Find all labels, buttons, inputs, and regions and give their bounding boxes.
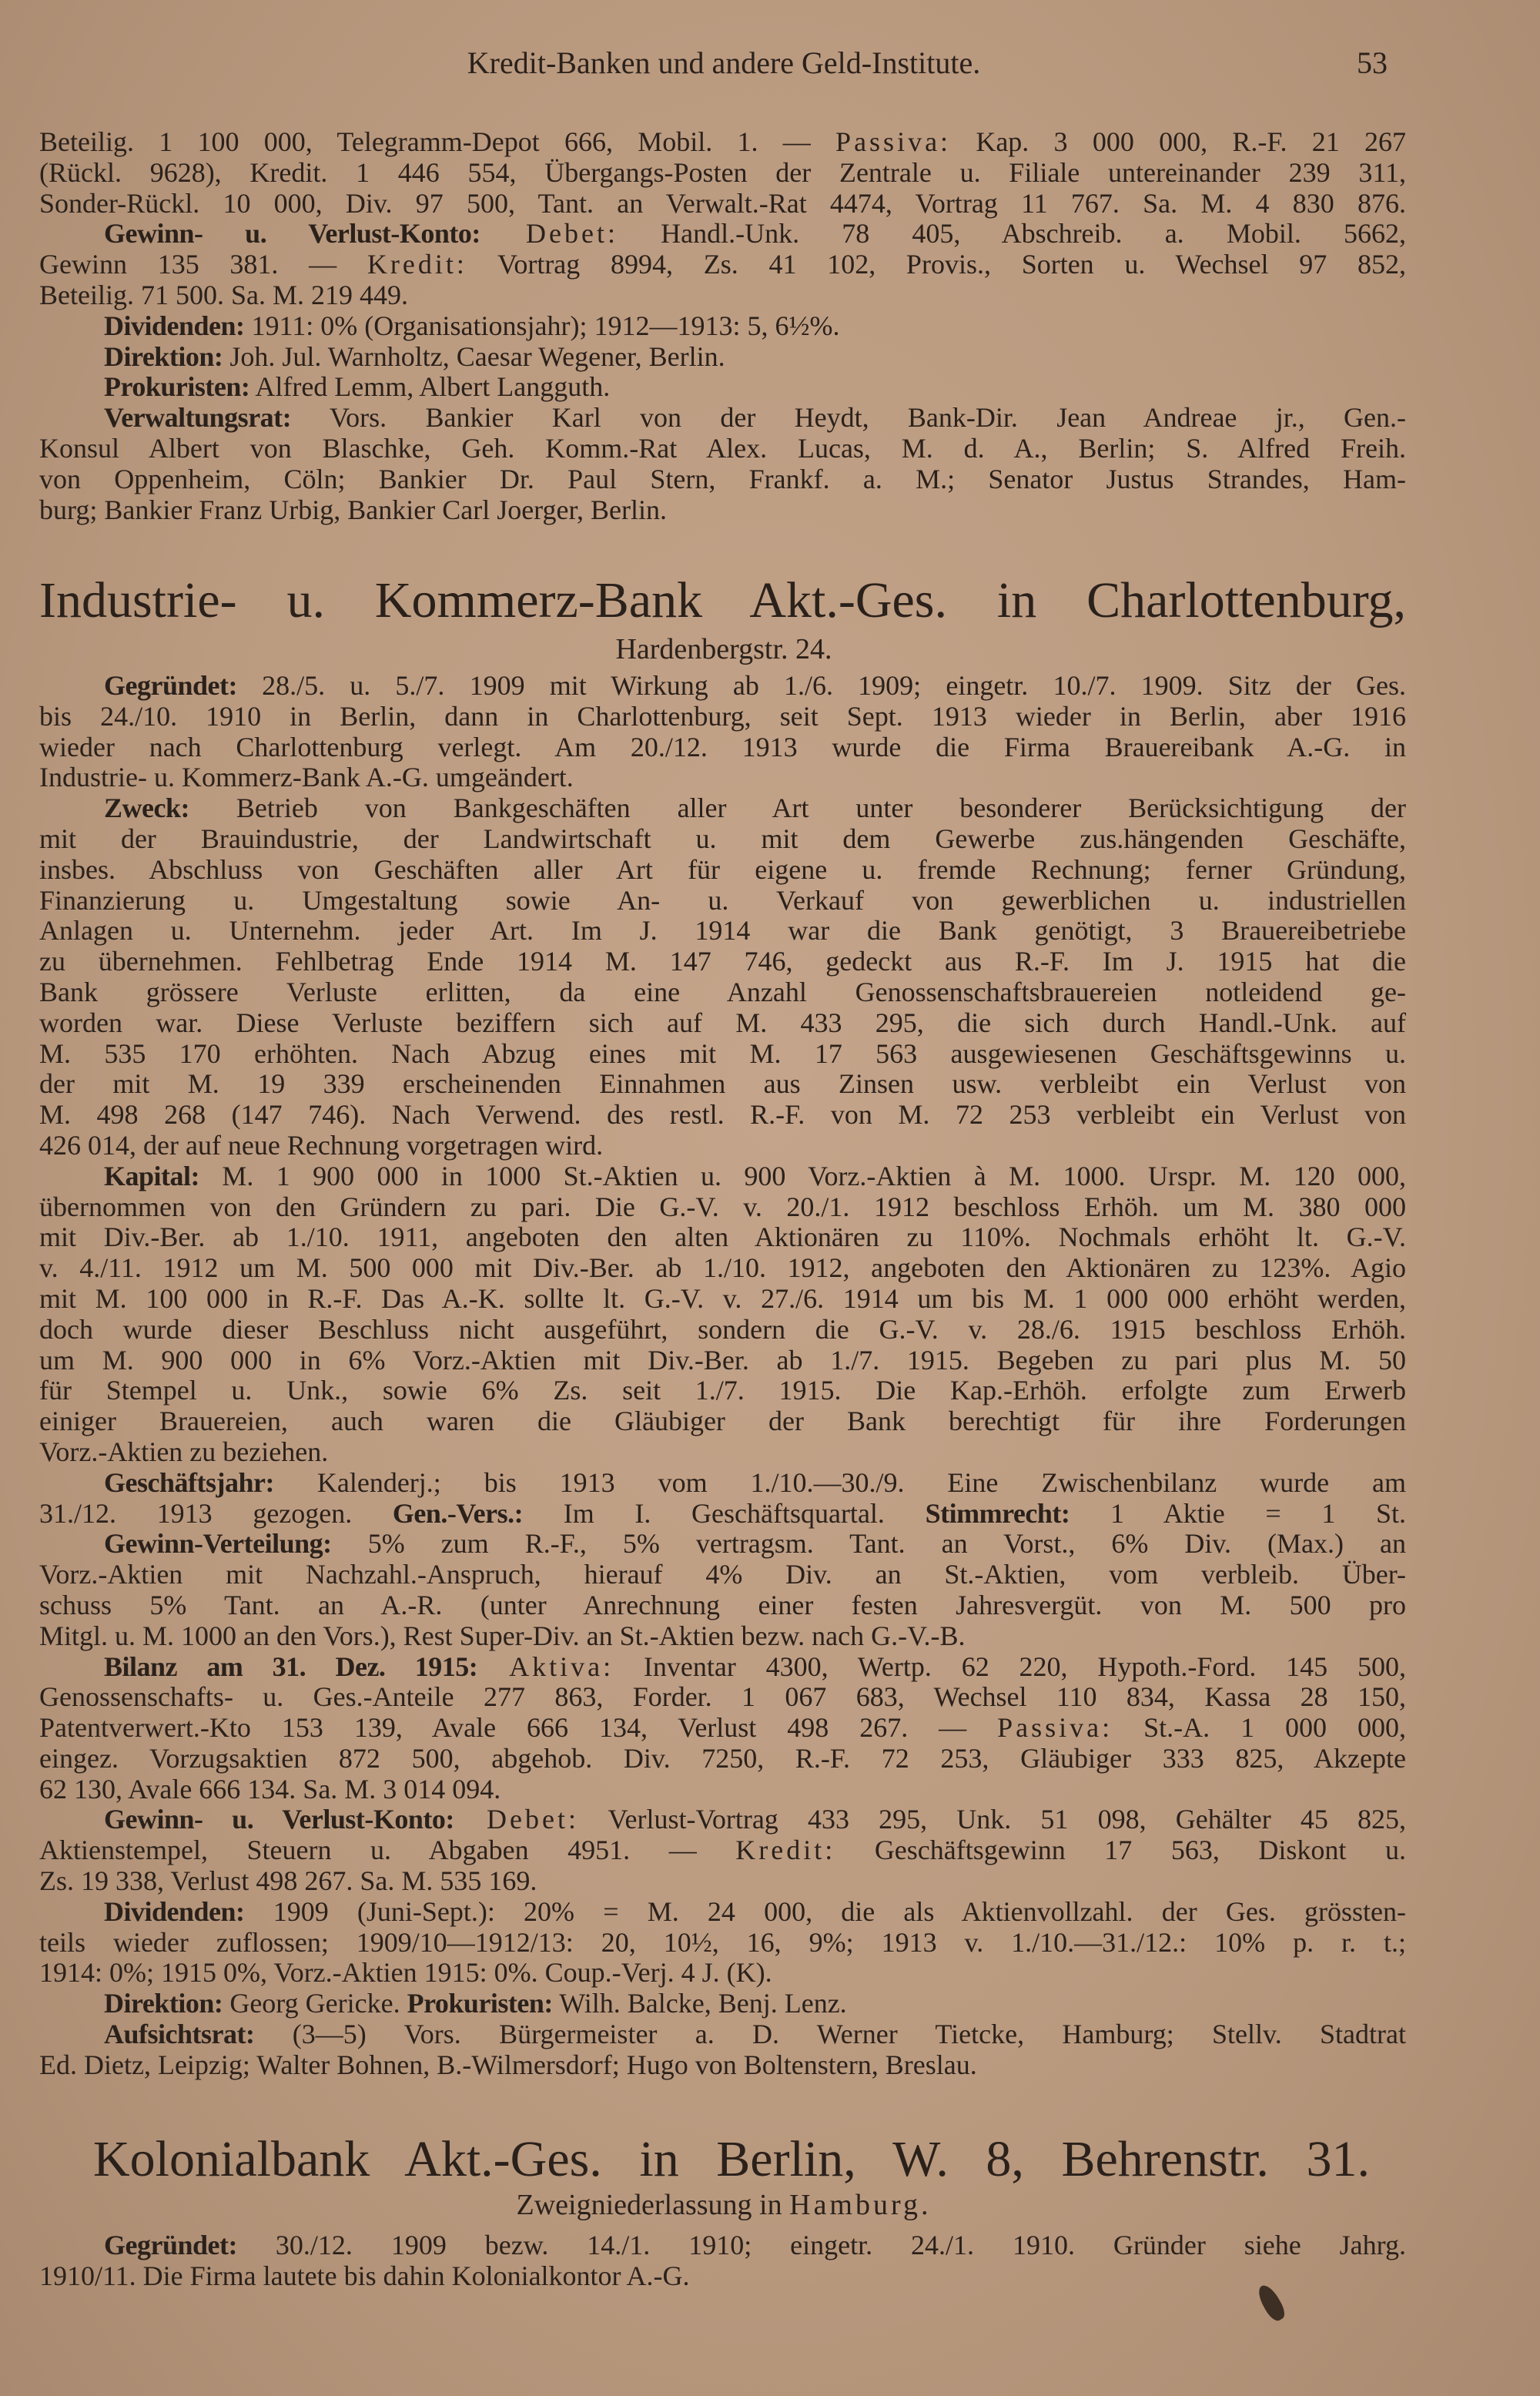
section-label: Direktion: — [104, 1988, 223, 2019]
body-text: Alfred Lemm, Albert Langguth. — [249, 371, 611, 403]
text-line — [39, 1284, 1406, 1315]
text-line — [39, 1805, 1406, 1835]
body-text: 1911: 0% (Organisationsjahr); 1912—1913: 5, 6½%. — [244, 310, 840, 341]
body-text: Inventar 4300, Wertp. 62 220, Hypoth.-Ford. 145 500, — [614, 1650, 1407, 1682]
text-line — [39, 2261, 1406, 2292]
text-line — [39, 1376, 1406, 1406]
text-line — [39, 1529, 1406, 1560]
body-text: Sonder-Rückl. 10 000, Div. 97 500, Tant. an Verwalt.-Rat 4474, Vortrag 11 767. Sa. M. 4 830 876. — [39, 187, 1406, 219]
text-line — [39, 671, 1406, 702]
text-line — [39, 1039, 1406, 1070]
body-text: um M. 900 000 in 6% Vorz.-Aktien mit Div.-Ber. ab 1./7. 1915. Begeben zu pari plus M. 50 — [39, 1344, 1406, 1376]
body-text: der mit M. 19 339 erscheinenden Einnahmen aus Zinsen usw. verbleibt ein Verlust von — [39, 1068, 1406, 1100]
running-head: Kredit-Banken und andere Geld-Institute. — [467, 45, 981, 80]
text-line — [39, 1652, 1406, 1683]
text-line — [39, 189, 1406, 219]
section-label: Geschäftsjahr: — [104, 1466, 274, 1498]
body-text: Zs. 19 338, Verlust 498 267. Sa. M. 535 169. — [39, 1865, 537, 1897]
section-label: Prokuristen: — [407, 1988, 553, 2019]
body-text: 28./5. u. 5./7. 1909 mit Wirkung ab 1./6. 1909; eingetr. 10./7. 1909. Sitz der Ges. — [236, 670, 1406, 701]
paragraph — [39, 1897, 1406, 1989]
text-line — [39, 1621, 1406, 1652]
body-text: Georg Gericke. — [223, 1988, 407, 2019]
paragraph — [39, 372, 1406, 403]
section-label: Prokuristen: — [104, 371, 250, 403]
section-label: Direktion: — [104, 340, 223, 372]
body-text: Joh. Jul. Warnholtz, Caesar Wegener, Berlin. — [223, 340, 725, 372]
text-line — [39, 1866, 1406, 1897]
section-label: Verwaltungsrat: — [104, 402, 292, 434]
paragraph — [39, 1529, 1406, 1651]
text-line — [39, 1192, 1406, 1223]
page-number: 53 — [1357, 45, 1388, 80]
section-label: Gegründet: — [104, 2230, 237, 2260]
text-line — [39, 1897, 1406, 1928]
section-label: Aufsichtsrat: — [104, 2019, 255, 2050]
text-line — [39, 1406, 1406, 1437]
body-text: mit Div.-Ber. ab 1./10. 1911, angeboten den alten Aktionären zu 110%. Nochmals erhöht lt. G.-V. — [39, 1221, 1406, 1253]
subtitle-text: Zweigniederlassung in — [516, 2189, 790, 2221]
body-text: bis 24./10. 1910 in Berlin, dann in Charlottenburg, seit Sept. 1913 wieder in Berlin, aber 1916 — [39, 700, 1406, 732]
section-label: Gegründet: — [104, 670, 237, 701]
body-text: Patentverwert.-Kto 153 139, Avale 666 134, Verlust 498 267. — — [39, 1712, 998, 1744]
paragraph — [39, 311, 1406, 342]
text-line — [39, 1437, 1406, 1468]
section-label: Gen.-Vers.: — [392, 1497, 524, 1529]
text-line — [39, 1682, 1406, 1713]
body-text: mit der Brauindustrie, der Landwirtschaft u. mit dem Gewerbe zus.hängenden Geschäfte, — [39, 823, 1406, 854]
body-text: 62 130, Avale 666 134. Sa. M. 3 014 094. — [39, 1773, 501, 1805]
text-line — [39, 2050, 1406, 2081]
subtitle-city: Hamburg. — [789, 2189, 932, 2221]
section-label: Gewinn- u. Verlust-Konto: — [104, 218, 480, 250]
text-line — [39, 855, 1406, 886]
body-text: Anlagen u. Unternehm. jeder Art. Im J. 1914 war die Bank genötigt, 3 Brauereibetriebe — [39, 915, 1406, 947]
text-line — [39, 1069, 1406, 1100]
text-line — [39, 127, 1406, 158]
body-text: 1910/11. Die Firma lautete bis dahin Kolonialkontor A.-G. — [39, 2260, 690, 2291]
body-text: Vorz.-Aktien zu beziehen. — [39, 1436, 329, 1467]
paragraph — [39, 2230, 1406, 2292]
entry-body-industrie-kommerz-bank — [39, 671, 1406, 2081]
body-text: teils wieder zuflossen; 1909/10—1912/13: 20, 10½, 16, 9%; 1913 v. 1./10.—31./12.: 10% p. r. t.; — [39, 1926, 1406, 1958]
body-text: schuss 5% Tant. an A.-R. (unter Anrechnung einer festen Jahresvergüt. von M. 500 pro — [39, 1589, 1406, 1620]
body-text: M. 498 268 (147 746). Nach Verwend. des restl. R.-F. von M. 72 253 verbleibt ein Verlust von — [39, 1099, 1406, 1131]
body-text: 1909 (Juni-Sept.): 20% = M. 24 000, die als Aktienvollzahl. der Ges. grössten- — [244, 1895, 1406, 1927]
text-line — [39, 1315, 1406, 1345]
text-line — [39, 158, 1406, 189]
body-text: Im I. Geschäftsquartal. — [523, 1497, 926, 1529]
section-label: Gewinn-Verteilung: — [104, 1528, 332, 1560]
spaced-heading: Aktiva: — [477, 1650, 614, 1682]
body-text: (Rückl. 9628), Kredit. 1 446 554, Übergangs-Posten der Zentrale u. Filiale untereinander 239 311, — [39, 156, 1406, 188]
text-line — [39, 1774, 1406, 1805]
section-label: Bilanz am 31. Dez. 1915: — [104, 1650, 478, 1682]
body-text: Vortrag 8994, Zs. 41 102, Provis., Sorten u. Wechsel 97 852, — [467, 249, 1406, 280]
body-text: 1 Aktie = 1 St. — [1070, 1497, 1407, 1529]
text-line — [39, 1100, 1406, 1131]
body-text: Aktienstempel, Steuern u. Abgaben 4951. — — [39, 1835, 736, 1866]
body-text: zu übernehmen. Fehlbetrag Ende 1914 M. 147 746, gedeckt aus R.-F. Im J. 1915 hat die — [39, 946, 1406, 977]
section-label: Kapital: — [104, 1160, 200, 1191]
paragraph — [39, 671, 1406, 793]
body-text: Kap. 3 000 000, R.-F. 21 267 — [951, 126, 1406, 157]
section-label: Stimmrecht: — [925, 1497, 1070, 1529]
text-line — [39, 977, 1406, 1008]
body-text: St.-A. 1 000 000, — [1113, 1712, 1407, 1744]
text-line — [39, 219, 1406, 250]
text-line — [39, 1928, 1406, 1959]
text-line — [39, 793, 1406, 824]
body-text: Bank grössere Verluste erlitten, da eine Anzahl Genossenschaftsbrauereien notleidend ge- — [39, 976, 1406, 1007]
body-text: 1914: 0%; 1915 0%, Vorz.-Aktien 1915: 0%. Coup.-Verj. 4 J. (K). — [39, 1957, 772, 1989]
paragraph — [39, 1989, 1406, 2019]
body-text: Vorz.-Aktien mit Nachzahl.-Anspruch, hierauf 4% Div. an St.-Aktien, vom verbleib. Über- — [39, 1559, 1406, 1590]
text-line — [39, 1560, 1406, 1590]
section-label: Zweck: — [104, 793, 189, 824]
text-line — [39, 372, 1406, 403]
text-line — [39, 1222, 1406, 1253]
body-text: Verlust-Vortrag 433 295, Unk. 51 098, Gehälter 45 825, — [579, 1804, 1406, 1835]
text-line — [39, 1161, 1406, 1192]
text-line — [39, 947, 1406, 977]
text-line — [39, 1835, 1406, 1866]
body-text: Ed. Dietz, Leipzig; Walter Bohnen, B.-Wilmersdorf; Hugo von Boltenstern, Breslau. — [39, 2049, 977, 2080]
text-line — [39, 824, 1406, 855]
text-line — [39, 886, 1406, 917]
body-text: mit M. 100 000 in R.-F. Das A.-K. sollte lt. G.-V. v. 27./6. 1914 um bis M. 1 000 000 erhöht werden, — [39, 1282, 1406, 1314]
paragraph — [39, 127, 1406, 219]
text-line — [39, 280, 1406, 311]
section-label: Dividenden: — [104, 1895, 245, 1927]
text-line — [39, 916, 1406, 947]
body-text: Betrieb von Bankgeschäften aller Art unter besonderer Berücksichtigung der — [189, 793, 1406, 824]
entry-subtitle — [0, 2188, 1448, 2222]
body-text: doch wurde dieser Beschluss nicht ausgeführt, sondern die G.-V. v. 28./6. 1915 beschloss Erhöh. — [39, 1313, 1406, 1345]
body-text: Kalenderj.; bis 1913 vom 1./10.—30./9. Eine Zwischenbilanz wurde am — [273, 1466, 1406, 1498]
text-line — [39, 702, 1406, 732]
paragraph — [39, 1468, 1406, 1530]
text-line — [39, 1345, 1406, 1376]
body-text: M. 535 170 erhöhten. Nach Abzug eines mit M. 17 563 ausgewiesenen Geschäftsgewinns u. — [39, 1037, 1406, 1069]
text-line — [39, 403, 1406, 434]
spaced-heading: Debet: — [480, 218, 618, 250]
text-line — [39, 495, 1406, 526]
body-text: Finanzierung u. Umgestaltung sowie An- u. Verkauf von gewerblichen u. industriellen — [39, 884, 1406, 916]
text-line — [39, 2019, 1406, 2050]
body-text: für Stempel u. Unk., sowie 6% Zs. seit 1./7. 1915. Die Kap.-Erhöh. erfolgte zum Erwerb — [39, 1375, 1406, 1406]
body-text: 5% zum R.-F., 5% vertragsm. Tant. an Vorst., 6% Div. (Max.) an — [331, 1528, 1406, 1560]
paragraph — [39, 1652, 1406, 1805]
text-line — [39, 1468, 1406, 1499]
paragraph — [39, 219, 1406, 310]
paragraph — [39, 793, 1406, 1161]
text-line — [39, 464, 1406, 495]
body-text: insbes. Abschluss von Geschäften aller Art für eigene u. fremde Rechnung; ferner Gründung, — [39, 853, 1406, 885]
body-text: Mitgl. u. M. 1000 an den Vors.), Rest Super-Div. an St.-Aktien bezw. nach G.-V.-B. — [39, 1620, 966, 1651]
entry-title: Industrie- u. Kommerz-Bank Akt.-Ges. in Charlottenburg, — [39, 572, 1406, 628]
text-line — [39, 1590, 1406, 1621]
spaced-heading: Kredit: — [735, 1835, 836, 1866]
body-text: 31./12. 1913 gezogen. — [39, 1497, 393, 1529]
paragraph — [39, 342, 1406, 373]
spaced-heading: Debet: — [454, 1804, 579, 1835]
text-line — [39, 311, 1406, 342]
text-line — [39, 1131, 1406, 1161]
body-text: M. 1 900 000 in 1000 St.-Aktien u. 900 Vorz.-Aktien à M. 1000. Urspr. M. 120 000, — [199, 1160, 1406, 1191]
text-line — [39, 762, 1406, 793]
body-text: übernommen von den Gründern zu pari. Die G.-V. v. 20./1. 1912 beschloss Erhöh. um M. 380 000 — [39, 1191, 1406, 1222]
body-text: Geschäftsgewinn 17 563, Diskont u. — [835, 1835, 1406, 1866]
body-text: Wilh. Balcke, Benj. Lenz. — [552, 1988, 847, 2019]
section-label: Gewinn- u. Verlust-Konto: — [104, 1804, 454, 1835]
text-line — [39, 1744, 1406, 1774]
entry-body-kolonialbank — [39, 2230, 1406, 2292]
body-text: Genossenschafts- u. Ges.-Anteile 277 863, Forder. 1 067 683, Wechsel 110 834, Kassa 28 150, — [39, 1681, 1406, 1713]
body-text: eingez. Vorzugsaktien 872 500, abgehob. Div. 7250, R.-F. 72 253, Gläubiger 333 825, Akzepte — [39, 1742, 1406, 1774]
text-line — [39, 342, 1406, 373]
body-text: Konsul Albert von Blaschke, Geh. Komm.-Rat Alex. Lucas, M. d. A., Berlin; S. Alfred Freih. — [39, 432, 1406, 464]
entry-address: Hardenbergstr. 24. — [615, 633, 832, 665]
body-text: von Oppenheim, Cöln; Bankier Dr. Paul Stern, Frankf. a. M.; Senator Justus Strandes, Ham- — [39, 463, 1406, 494]
paragraph — [39, 1161, 1406, 1468]
entry-title: Kolonialbank Akt.-Ges. in Berlin, W. 8, Behrenstr. 31. — [93, 2131, 1370, 2187]
body-text: einiger Brauereien, auch waren die Gläubiger der Bank berechtigt für ihre Forderungen — [39, 1406, 1406, 1437]
body-text: burg; Bankier Franz Urbig, Bankier Carl Joerger, Berlin. — [39, 494, 668, 525]
section-label: Dividenden: — [104, 310, 245, 341]
body-text: (3—5) Vors. Bürgermeister a. D. Werner Tietcke, Hamburg; Stellv. Stadtrat — [254, 2019, 1406, 2050]
text-line — [39, 1253, 1406, 1284]
spaced-heading: Passiva: — [997, 1712, 1113, 1744]
body-text: wieder nach Charlottenburg verlegt. Am 20./12. 1913 wurde die Firma Brauereibank A.-G. in — [39, 731, 1406, 762]
text-line — [39, 250, 1406, 280]
text-line — [39, 1499, 1406, 1530]
spaced-heading: Passiva: — [835, 126, 952, 157]
body-text: 30./12. 1909 bezw. 14./1. 1910; eingetr. 24./1. 1910. Gründer siehe Jahrg. — [236, 2230, 1406, 2260]
spaced-heading: Kredit: — [367, 249, 467, 280]
text-line — [39, 1958, 1406, 1989]
paragraph — [39, 403, 1406, 525]
body-text: Industrie- u. Kommerz-Bank A.-G. umgeändert. — [39, 762, 574, 793]
text-line — [39, 2230, 1406, 2261]
text-line — [39, 1713, 1406, 1744]
body-text: Beteilig. 71 500. Sa. M. 219 449. — [39, 279, 408, 310]
paragraph — [39, 2019, 1406, 2081]
paragraph — [39, 1805, 1406, 1896]
entry-continuation — [39, 127, 1406, 525]
body-text: v. 4./11. 1912 um M. 500 000 mit Div.-Ber. ab 1./10. 1912, angeboten den Aktionären zu 123%. Agio — [39, 1252, 1406, 1284]
body-text: 426 014, der auf neue Rechnung vorgetragen wird. — [39, 1129, 604, 1161]
body-text: Vors. Bankier Karl von der Heydt, Bank-Dir. Jean Andreae jr., Gen.- — [291, 402, 1406, 434]
body-text: Handl.-Unk. 78 405, Abschreib. a. Mobil. 5662, — [618, 218, 1406, 250]
text-line — [39, 434, 1406, 464]
body-text: Beteilig. 1 100 000, Telegramm-Depot 666, Mobil. 1. — — [39, 126, 836, 157]
body-text: Gewinn 135 381. — — [39, 249, 367, 280]
text-line — [39, 732, 1406, 763]
text-line — [39, 1008, 1406, 1039]
body-text: worden war. Diese Verluste beziffern sich auf M. 433 295, die sich durch Handl.-Unk. auf — [39, 1007, 1406, 1038]
text-line — [39, 1989, 1406, 2019]
